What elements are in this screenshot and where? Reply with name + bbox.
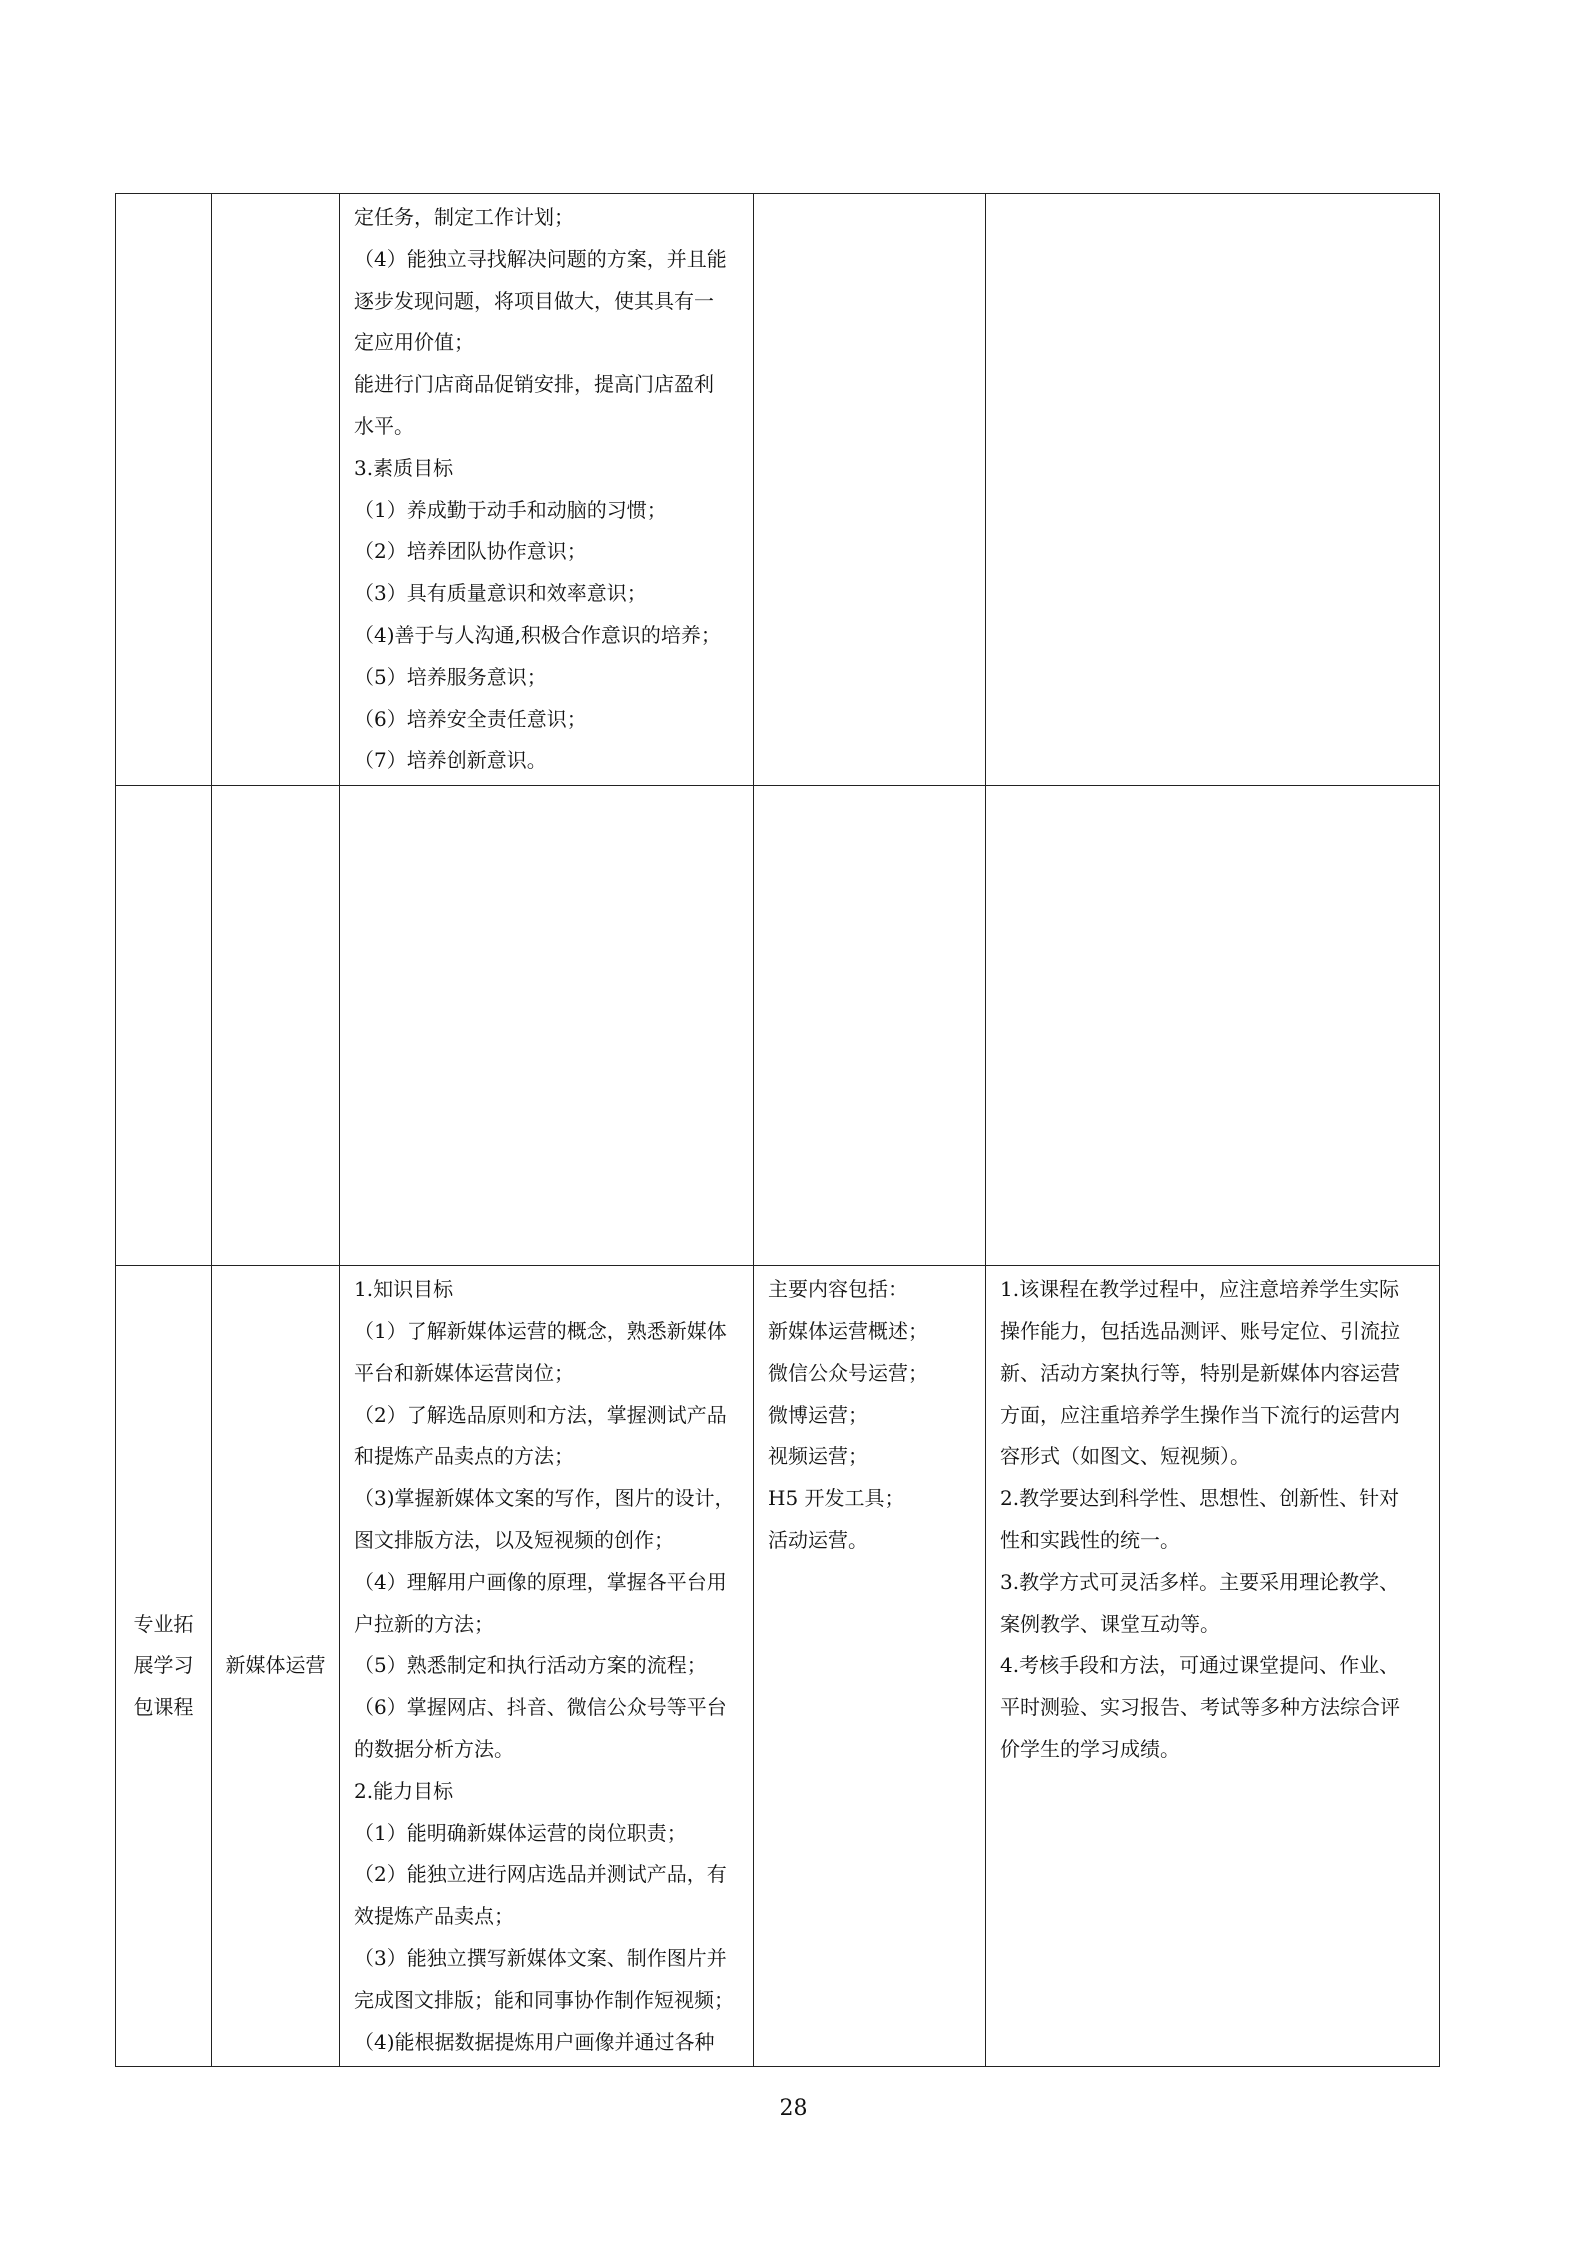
category-label: 专业拓展学习包课程 — [133, 1611, 194, 1720]
page-number: 28 — [779, 2096, 808, 2121]
goals-line: 图文排版方法，以及短视频的创作； — [354, 1527, 674, 1552]
goals-line: 3.素质目标 — [354, 455, 454, 480]
goals-cell — [340, 1266, 754, 2067]
course-name-cell — [212, 786, 340, 1266]
content-cell — [754, 1266, 986, 2067]
requirements-cell — [986, 194, 1440, 786]
goals-line: （2）能独立进行网店选品并测试产品，有 — [354, 1862, 727, 1887]
requirements-line: 新、活动方案执行等，特别是新媒体内容运营 — [1000, 1360, 1400, 1385]
requirements-line: 案例教学、课堂互动等。 — [1000, 1611, 1220, 1636]
goals-line: （5）熟悉制定和执行活动方案的流程； — [354, 1653, 707, 1678]
requirements-line: 操作能力，包括选品测评、账号定位、引流拉 — [1000, 1318, 1400, 1343]
content-line: 主要内容包括： — [768, 1277, 908, 1302]
requirements-cell — [986, 1266, 1440, 2067]
category-cell — [116, 194, 212, 786]
requirements-line: 1.该课程在教学过程中，应注意培养学生实际 — [1000, 1277, 1400, 1302]
goals-line: 的数据分析方法。 — [354, 1736, 514, 1761]
course-name: 新媒体运营 — [225, 1653, 326, 1678]
goals-line: （1）能明确新媒体运营的岗位职责； — [354, 1820, 687, 1845]
goals-line: （6）培养安全责任意识； — [354, 706, 587, 731]
requirements-lines — [986, 1266, 1439, 1774]
content-line: 微博运营； — [768, 1402, 868, 1427]
goals-line: （4)善于与人沟通,积极合作意识的培养； — [354, 622, 721, 647]
requirements-line: 容形式（如图文、短视频）。 — [1000, 1444, 1250, 1469]
goals-line: （4）能独立寻找解决问题的方案，并且能 — [354, 246, 727, 271]
course-table — [115, 193, 1440, 2067]
goals-line: （6）掌握网店、抖音、微信公众号等平台 — [354, 1695, 727, 1720]
goals-cell — [340, 194, 754, 786]
goals-line: （4)能根据数据提炼用户画像并通过各种 — [354, 2029, 715, 2054]
goals-line: 定应用价值； — [354, 330, 474, 355]
goals-line: 效提炼产品卖点； — [354, 1904, 514, 1929]
category-cell — [116, 1266, 212, 2067]
goals-line: 平台和新媒体运营岗位； — [354, 1360, 574, 1385]
content-line: 活动运营。 — [768, 1527, 868, 1552]
goals-line: 能进行门店商品促销安排，提高门店盈利 — [354, 372, 714, 397]
content-line: 新媒体运营概述； — [768, 1318, 928, 1343]
goals-lines — [340, 194, 753, 785]
requirements-line: 方面，应注重培养学生操作当下流行的运营内 — [1000, 1402, 1400, 1427]
requirements-line: 平时测验、实习报告、考试等多种方法综合评 — [1000, 1695, 1400, 1720]
goals-cell — [340, 786, 754, 1266]
goals-line: （2）培养团队协作意识； — [354, 539, 587, 564]
goals-line: 和提炼产品卖点的方法； — [354, 1444, 574, 1469]
table-row — [116, 786, 1440, 1266]
content-cell — [754, 786, 986, 1266]
goals-line: （5）培养服务意识； — [354, 664, 547, 689]
goals-lines — [340, 1266, 753, 2066]
goals-line: 逐步发现问题，将项目做大，使其具有一 — [354, 288, 714, 313]
requirements-line: 价学生的学习成绩。 — [1000, 1736, 1180, 1761]
content-lines — [754, 1266, 985, 1565]
table-row — [116, 194, 1440, 786]
goals-line: 户拉新的方法； — [354, 1611, 494, 1636]
course-name-cell — [212, 194, 340, 786]
table-row — [116, 1266, 1440, 2067]
requirements-line: 3.教学方式可灵活多样。主要采用理论教学、 — [1000, 1569, 1400, 1594]
goals-line: 2.能力目标 — [354, 1778, 454, 1803]
content-line: 微信公众号运营； — [768, 1360, 928, 1385]
goals-line: 完成图文排版；能和同事协作制作短视频； — [354, 1987, 734, 2012]
content-cell — [754, 194, 986, 786]
requirements-line: 4.考核手段和方法，可通过课堂提问、作业、 — [1000, 1653, 1400, 1678]
requirements-cell — [986, 786, 1440, 1266]
content-line: H5 开发工具； — [768, 1486, 905, 1511]
goals-line: 水平。 — [354, 413, 414, 438]
goals-line: 定任务，制定工作计划； — [354, 205, 574, 229]
goals-line: （3）具有质量意识和效率意识； — [354, 581, 647, 606]
goals-line: （2）了解选品原则和方法，掌握测试产品 — [354, 1402, 727, 1427]
content-line: 视频运营； — [768, 1444, 868, 1469]
goals-line: （7）培养创新意识。 — [354, 748, 547, 773]
goals-line: （1）了解新媒体运营的概念，熟悉新媒体 — [354, 1318, 727, 1343]
requirements-line: 性和实践性的统一。 — [1000, 1527, 1180, 1552]
goals-line: 1.知识目标 — [354, 1277, 454, 1302]
goals-line: （3）能独立撰写新媒体文案、制作图片并 — [354, 1945, 727, 1970]
category-cell — [116, 786, 212, 1266]
goals-line: （1）养成勤于动手和动脑的习惯； — [354, 497, 667, 522]
course-name-cell — [212, 1266, 340, 2067]
goals-line: （4）理解用户画像的原理，掌握各平台用 — [354, 1569, 727, 1594]
goals-line: （3)掌握新媒体文案的写作，图片的设计， — [354, 1486, 735, 1511]
requirements-line: 2.教学要达到科学性、思想性、创新性、针对 — [1000, 1486, 1400, 1511]
